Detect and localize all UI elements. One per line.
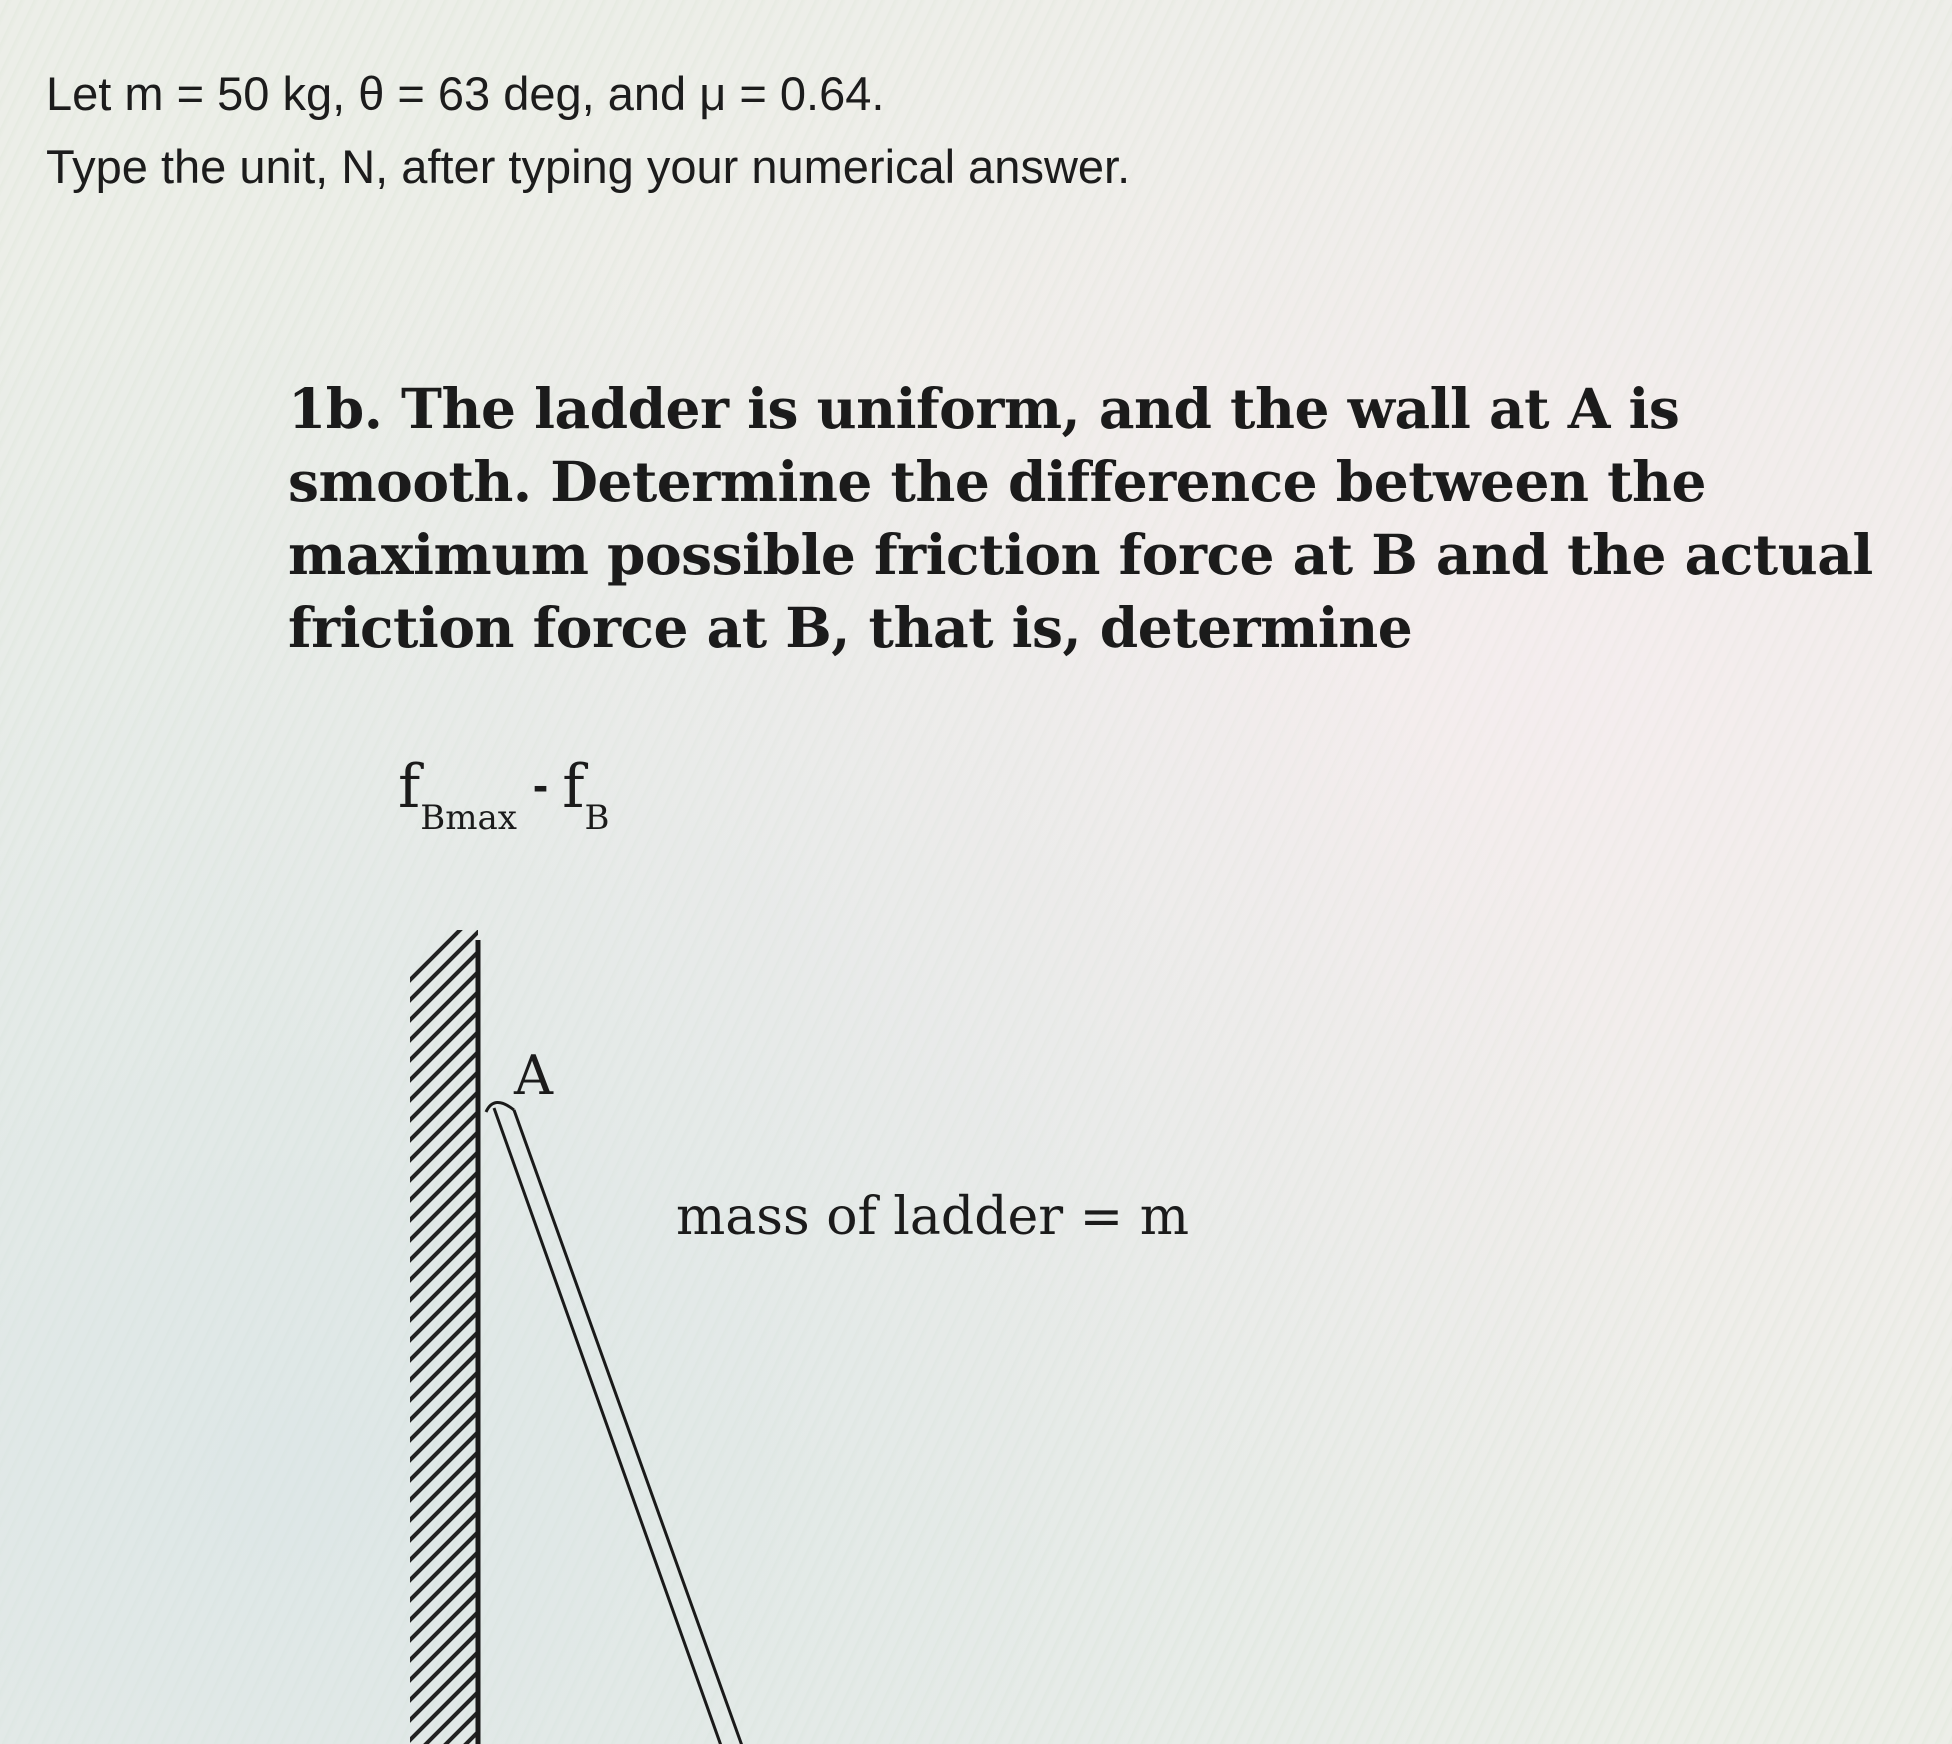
f-b-symbol: f bbox=[562, 752, 585, 822]
f-b-subscript: B bbox=[584, 798, 610, 838]
problem-text: 1b. The ladder is uniform, and the wall at A is smooth. Determine the difference between the maximum possible friction force at B and the actual friction force at B, that is, determine bbox=[288, 376, 1873, 660]
given-values-line: Let m = 50 kg, θ = 63 deg, and μ = 0.64. bbox=[46, 67, 885, 120]
label-a: A bbox=[514, 1044, 553, 1107]
label-mass: mass of ladder = m bbox=[676, 1187, 1190, 1247]
minus-sign: - bbox=[532, 759, 549, 811]
f-bmax-subscript: Bmax bbox=[420, 798, 517, 838]
unit-instruction-line: Type the unit, N, after typing your numerical answer. bbox=[46, 140, 1131, 193]
f-bmax-symbol: f bbox=[398, 752, 421, 822]
